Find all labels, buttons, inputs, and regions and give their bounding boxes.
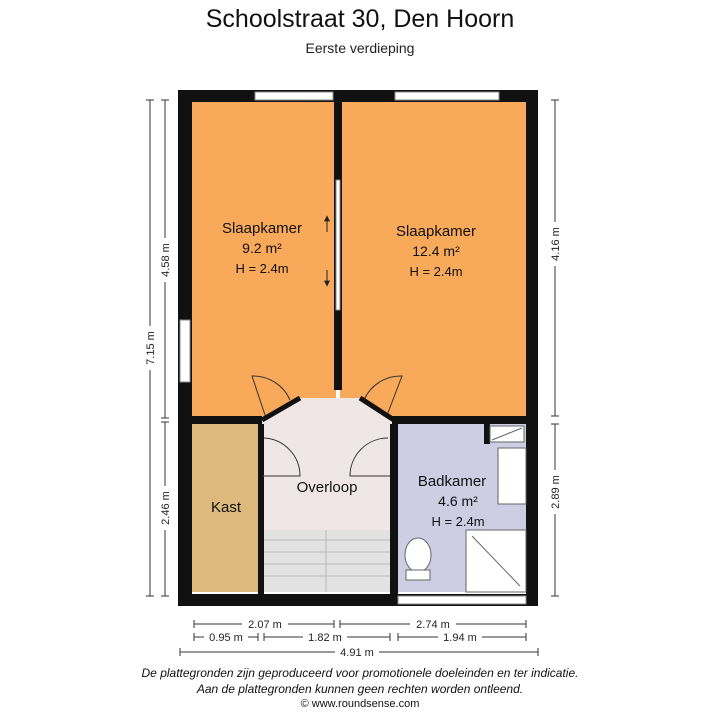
- copyright: © www.roundsense.com: [300, 698, 420, 710]
- room-slaapkamer-left-area: 9.2 m²: [242, 240, 282, 256]
- room-slaapkamer-right-height: H = 2.4m: [409, 264, 463, 279]
- room-slaapkamer-left-height: H = 2.4m: [235, 261, 289, 276]
- room-kast-name: Kast: [210, 499, 242, 516]
- sink: [498, 448, 526, 504]
- room-badkamer-name: Badkamer: [417, 473, 487, 490]
- room-slaapkamer-right-floor: [340, 102, 530, 418]
- room-slaapkamer-right-name: Slaapkamer: [395, 223, 477, 240]
- room-overloop-name: Overloop: [296, 479, 358, 496]
- dim-right-upper: 4.16 m: [550, 227, 562, 261]
- page-title: Schoolstraat 30, Den Hoorn: [205, 5, 515, 33]
- dimension-labels-horizontal: [204, 617, 482, 659]
- room-slaapkamer-right-area: 12.4 m²: [412, 243, 460, 259]
- dim-bottom-total: 4.91 m: [340, 647, 374, 659]
- room-slaapkamer-left-floor: [190, 102, 336, 418]
- sliding-door: [336, 180, 340, 310]
- dim-bottom-row1-right: 2.74 m: [416, 619, 450, 631]
- dim-left-lower: 2.46 m: [160, 491, 172, 525]
- dim-right-lower: 2.89 m: [550, 475, 562, 509]
- room-slaapkamer-left-name: Slaapkamer: [221, 220, 303, 237]
- dim-bottom-row2-c: 1.94 m: [443, 632, 477, 644]
- toilet: [405, 538, 431, 572]
- room-badkamer-area: 4.6 m²: [438, 493, 478, 509]
- disclaimer-line-1: De plattegronden zijn geproduceerd voor promotionele doeleinden en ter indicatie.: [141, 666, 579, 680]
- floor-subtitle: Eerste verdieping: [305, 40, 415, 56]
- disclaimer-line-2: Aan de plattegronden kunnen geen rechten worden ontleend.: [196, 682, 524, 696]
- room-overloop-floor: [262, 398, 394, 530]
- dim-bottom-row2-a: 0.95 m: [209, 632, 243, 644]
- dim-left-upper: 4.58 m: [160, 243, 172, 277]
- dim-bottom-row2-b: 1.82 m: [308, 632, 342, 644]
- dim-bottom-row1-left: 2.07 m: [248, 619, 282, 631]
- room-badkamer-height: H = 2.4m: [431, 514, 485, 529]
- dim-left-total: 7.15 m: [145, 331, 157, 365]
